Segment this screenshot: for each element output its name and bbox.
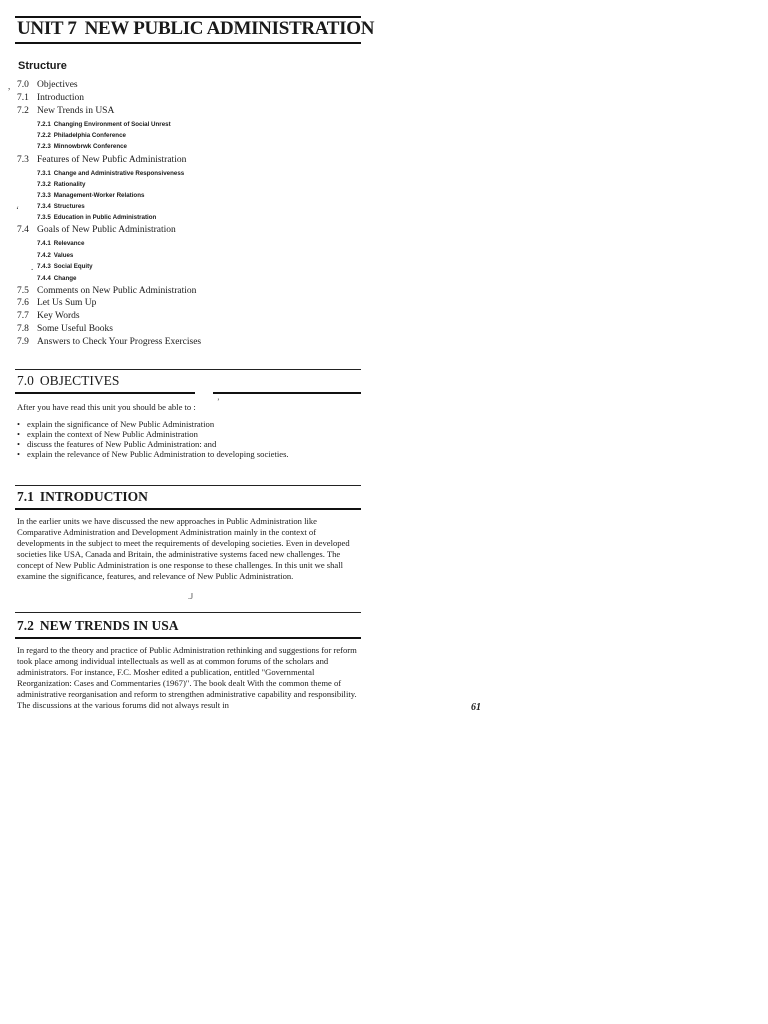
unit-title <box>17 18 374 40</box>
toc-item: 7.8 Some Useful Books <box>17 324 113 334</box>
new-trends-bottom-rule <box>15 637 361 639</box>
toc-item: 7.7 Key Words <box>17 311 80 321</box>
toc-subitem: 7.4.4 Change <box>37 275 77 282</box>
toc-item: 7.6 Let Us Sum Up <box>17 298 97 308</box>
toc-subitem: 7.2.2 Philadelphia Conference <box>37 132 126 139</box>
stray-tick-mark: ‘ <box>16 205 19 215</box>
stray-tick-mark: ’ <box>217 397 220 406</box>
stray-comma-mark: , <box>8 81 11 91</box>
toc-item: 7.9 Answers to Check Your Progress Exercises <box>17 337 202 347</box>
unit-title-text: NEW PUBLIC ADMINISTRATION <box>84 18 375 39</box>
new-trends-paragraph: In regard to the theory and practice of Public Administration rethinking and suggestions for reform took place among individual intellectuals as well as at common forums of the scholars and administrators. For instance, F.C. Mosher edited a publication, entitled "Governmental Reorganization: Cases and Commentaries (1967)". The book dealt With the common theme of administrative reorganisation and reform to strengthen administrative capability and responsibility. The discussions at the various forums did not always result in <box>17 645 357 710</box>
objectives-bottom-rule <box>15 392 195 394</box>
unit-number: UNIT 7 <box>17 18 77 39</box>
toc-subitem: 7.3.5 Education in Public Administration <box>37 214 157 221</box>
list-item: • explain the significance of New Public Administration <box>17 419 215 429</box>
list-item: • discuss the features of New Public Administration: and <box>17 439 217 449</box>
toc-subitem: 7.3.4 Structures <box>37 203 85 210</box>
stray-dot-mark: . <box>31 262 34 272</box>
header-bottom-rule <box>15 42 361 44</box>
toc-item: 7.2 New Trends in USA <box>17 106 115 116</box>
toc-subitem: 7.3.2 Rationality <box>37 181 86 188</box>
toc-subitem: 7.2.1 Changing Environment of Social Unrest <box>37 121 171 128</box>
new-trends-top-rule <box>15 612 361 613</box>
objectives-intro: After you have read this unit you should be able to : <box>17 402 196 412</box>
toc-item: 7.3 Features of New Pubfic Administration <box>17 155 187 165</box>
toc-item: 7.5 Comments on New Public Administration <box>17 286 197 296</box>
toc-subitem: 7.4.1 Relevance <box>37 240 85 247</box>
introduction-paragraph: In the earlier units we have discussed the new approaches in Public Administration like Comparative Administration and Development Administration mainly in the context of developments in the subject to meet the requirements of developing societies. Even in developed societies like USA, Canada and Britain, the administrative systems faced new challenges. The concept of New Public Administration is one response to these challenges. In this unit we shall examine the significance, features, and relevance of New Public Administration. <box>17 516 350 581</box>
introduction-heading: 7.1 INTRODUCTION <box>17 489 148 504</box>
introduction-bottom-rule <box>15 508 361 510</box>
list-item: • explain the relevance of New Public Administration to developing societies. <box>17 449 289 459</box>
toc-item: 7.1 Introduction <box>17 93 84 103</box>
toc-subitem: 7.3.1 Change and Administrative Responsiveness <box>37 170 185 177</box>
introduction-top-rule <box>15 485 361 486</box>
toc-subitem: 7.2.3 Minnowbrwk Conference <box>37 143 127 150</box>
page-number: 61 <box>471 702 481 713</box>
objectives-top-rule <box>15 369 361 370</box>
toc-subitem: 7.4.2 Values <box>37 252 74 259</box>
list-item: • explain the context of New Public Administration <box>17 429 198 439</box>
toc-item: 7.0 Objectives <box>17 80 78 90</box>
new-trends-heading: 7.2 NEW TRENDS IN USA <box>17 618 179 633</box>
stray-mark: .J <box>188 592 194 601</box>
toc-item: 7.4 Goals of New Public Administration <box>17 225 176 235</box>
toc-subitem: 7.3.3 Management-Worker Relations <box>37 192 145 199</box>
objectives-heading: 7.0 OBJECTIVES <box>17 373 120 388</box>
objectives-list <box>17 419 361 459</box>
objectives-bottom-rule-right <box>213 392 361 394</box>
structure-heading: Structure <box>18 60 67 72</box>
toc-subitem: 7.4.3 Social Equity <box>37 263 93 270</box>
